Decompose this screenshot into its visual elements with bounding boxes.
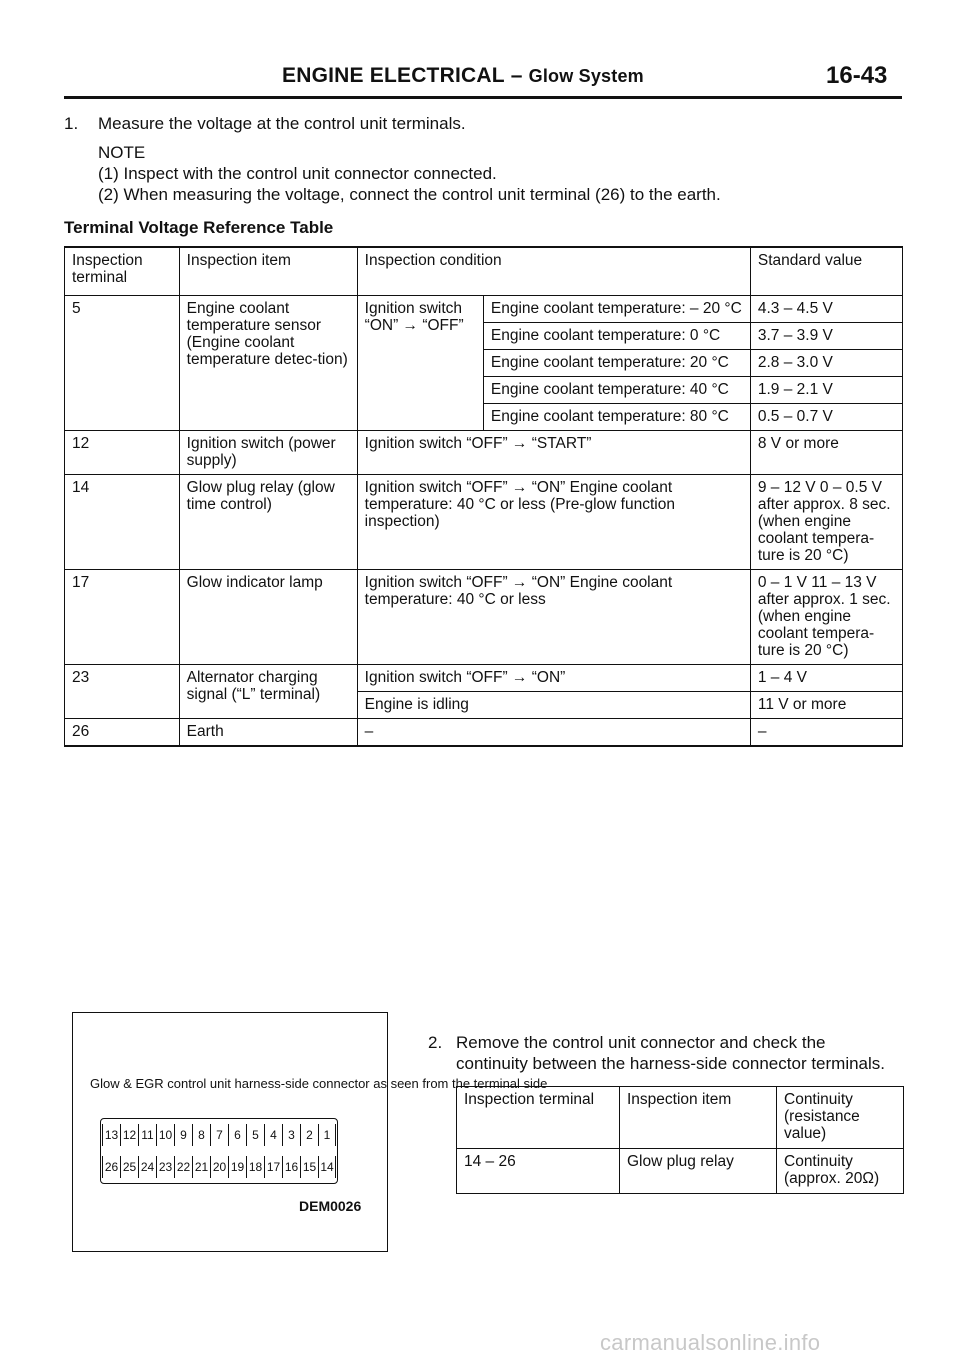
item-cell: Alternator charging signal (“L” terminal) bbox=[179, 665, 357, 719]
note-label: NOTE bbox=[98, 143, 146, 162]
subcondition-cell: Engine coolant temperature: – 20 °C bbox=[483, 296, 750, 323]
figure-code: DEM0026 bbox=[299, 1198, 362, 1214]
watermark: carmanualsonline.info bbox=[600, 1330, 821, 1355]
title-dash: – bbox=[510, 64, 523, 87]
step-2-number: 2. bbox=[428, 1033, 443, 1052]
terminal-cell: 12 bbox=[65, 431, 180, 475]
condition-cell: Ignition switch “OFF” → “ON” Engine coolant temperature: 40 °C or less bbox=[357, 570, 750, 665]
condition-cell: – bbox=[357, 719, 750, 747]
connector-pin: 9 bbox=[174, 1124, 192, 1146]
connector-pin: 20 bbox=[210, 1156, 228, 1178]
terminal-cell: 14 – 26 bbox=[457, 1149, 620, 1194]
step-1-text: Measure the voltage at the control unit terminals. bbox=[98, 114, 466, 133]
connector-pin: 8 bbox=[192, 1124, 210, 1146]
header-condition: Inspection condition bbox=[357, 247, 750, 296]
value-cell: – bbox=[750, 719, 902, 747]
step-1-number: 1. bbox=[64, 114, 79, 133]
voltage-reference-table bbox=[64, 246, 903, 747]
condition-cell: Engine is idling bbox=[357, 692, 750, 719]
item-cell: Glow plug relay bbox=[620, 1149, 777, 1194]
terminal-cell: 26 bbox=[65, 719, 180, 747]
connector-pin: 1 bbox=[318, 1124, 336, 1146]
table-row bbox=[65, 475, 903, 570]
connector-pin: 14 bbox=[318, 1156, 336, 1178]
header-divider bbox=[64, 96, 902, 99]
table-header-row bbox=[65, 247, 903, 296]
step-2 bbox=[428, 1032, 885, 1074]
table-row bbox=[65, 665, 903, 692]
page-number: 16-43 bbox=[826, 62, 888, 89]
table-title: Terminal Voltage Reference Table bbox=[64, 218, 334, 237]
step-1 bbox=[64, 114, 466, 134]
value-cell: 3.7 – 3.9 V bbox=[750, 323, 902, 350]
connector-pin: 3 bbox=[282, 1124, 300, 1146]
value-cell: 8 V or more bbox=[750, 431, 902, 475]
connector-caption: Glow & EGR control unit harness-side connector as seen from the terminal side bbox=[90, 1076, 548, 1091]
terminal-cell: 5 bbox=[65, 296, 180, 431]
subcondition-cell: Engine coolant temperature: 0 °C bbox=[483, 323, 750, 350]
connector-pin: 13 bbox=[102, 1124, 120, 1146]
connector-pin: 25 bbox=[120, 1156, 138, 1178]
note-item-2: (2) When measuring the voltage, connect the control unit terminal (26) to the earth. bbox=[98, 185, 721, 204]
item-cell: Earth bbox=[179, 719, 357, 747]
note-item-1: (1) Inspect with the control unit connector connected. bbox=[98, 164, 497, 183]
value-cell: 11 V or more bbox=[750, 692, 902, 719]
connector-pin: 4 bbox=[264, 1124, 282, 1146]
connector-pin: 24 bbox=[138, 1156, 156, 1178]
connector-bottom-pin-row bbox=[102, 1156, 336, 1178]
page-title bbox=[282, 64, 644, 88]
value-cell: 2.8 – 3.0 V bbox=[750, 350, 902, 377]
condition-cell: Ignition switch “OFF” → “START” bbox=[357, 431, 750, 475]
connector-pin: 23 bbox=[156, 1156, 174, 1178]
value-cell: 4.3 – 4.5 V bbox=[750, 296, 902, 323]
header-terminal: Inspection terminal bbox=[457, 1087, 620, 1149]
terminal-cell: 14 bbox=[65, 475, 180, 570]
table-row bbox=[65, 431, 903, 475]
connector-pin: 7 bbox=[210, 1124, 228, 1146]
table-row bbox=[457, 1149, 904, 1194]
value-cell: 1 – 4 V bbox=[750, 665, 902, 692]
connector-pin: 6 bbox=[228, 1124, 246, 1146]
terminal-cell: 17 bbox=[65, 570, 180, 665]
connector-pin: 21 bbox=[192, 1156, 210, 1178]
connector-pin: 2 bbox=[300, 1124, 318, 1146]
value-cell: 9 – 12 V 0 – 0.5 V after approx. 8 sec. (when engine coolant tempera-ture is 20 °C) bbox=[750, 475, 902, 570]
header-item: Inspection item bbox=[179, 247, 357, 296]
connector-top-pin-row bbox=[102, 1124, 336, 1146]
connector-pin: 26 bbox=[102, 1156, 120, 1178]
table-row bbox=[65, 296, 903, 323]
header-terminal: Inspection terminal bbox=[65, 247, 180, 296]
connector-pin: 11 bbox=[138, 1124, 156, 1146]
section-title: ENGINE ELECTRICAL bbox=[282, 64, 505, 87]
item-cell: Glow plug relay (glow time control) bbox=[179, 475, 357, 570]
continuity-table bbox=[456, 1086, 904, 1194]
header-standard: Standard value bbox=[750, 247, 902, 296]
subcondition-cell: Engine coolant temperature: 80 °C bbox=[483, 404, 750, 431]
connector-pin: 15 bbox=[300, 1156, 318, 1178]
connector-pin: 10 bbox=[156, 1124, 174, 1146]
header-item: Inspection item bbox=[620, 1087, 777, 1149]
section-subtitle: Glow System bbox=[528, 66, 644, 86]
connector-pin: 16 bbox=[282, 1156, 300, 1178]
value-cell: 0 – 1 V 11 – 13 V after approx. 1 sec. (when engine coolant tempera-ture is 20 °C) bbox=[750, 570, 902, 665]
item-cell: Glow indicator lamp bbox=[179, 570, 357, 665]
subcondition-cell: Engine coolant temperature: 40 °C bbox=[483, 377, 750, 404]
connector-pin: 5 bbox=[246, 1124, 264, 1146]
subcondition-cell: Engine coolant temperature: 20 °C bbox=[483, 350, 750, 377]
table-row bbox=[65, 719, 903, 747]
step-2-line-1: Remove the control unit connector and check the bbox=[456, 1033, 826, 1052]
connector-pin: 18 bbox=[246, 1156, 264, 1178]
condition-cell: Ignition switch “ON” → “OFF” bbox=[357, 296, 483, 431]
connector-pin: 17 bbox=[264, 1156, 282, 1178]
connector-pin: 22 bbox=[174, 1156, 192, 1178]
condition-cell: Ignition switch “OFF” → “ON” Engine coolant temperature: 40 °C or less (Pre-glow function inspection) bbox=[357, 475, 750, 570]
value-cell: 1.9 – 2.1 V bbox=[750, 377, 902, 404]
condition-cell: Ignition switch “OFF” → “ON” bbox=[357, 665, 750, 692]
connector-pin: 19 bbox=[228, 1156, 246, 1178]
note-block bbox=[98, 142, 721, 205]
header-continuity: Continuity (resistance value) bbox=[777, 1087, 904, 1149]
table-row bbox=[65, 570, 903, 665]
item-cell: Engine coolant temperature sensor (Engine coolant temperature detec-tion) bbox=[179, 296, 357, 431]
item-cell: Ignition switch (power supply) bbox=[179, 431, 357, 475]
terminal-cell: 23 bbox=[65, 665, 180, 719]
continuity-cell: Continuity (approx. 20Ω) bbox=[777, 1149, 904, 1194]
table-header-row bbox=[457, 1087, 904, 1149]
value-cell: 0.5 – 0.7 V bbox=[750, 404, 902, 431]
connector-pin: 12 bbox=[120, 1124, 138, 1146]
step-2-line-2: continuity between the harness-side connector terminals. bbox=[456, 1054, 886, 1073]
